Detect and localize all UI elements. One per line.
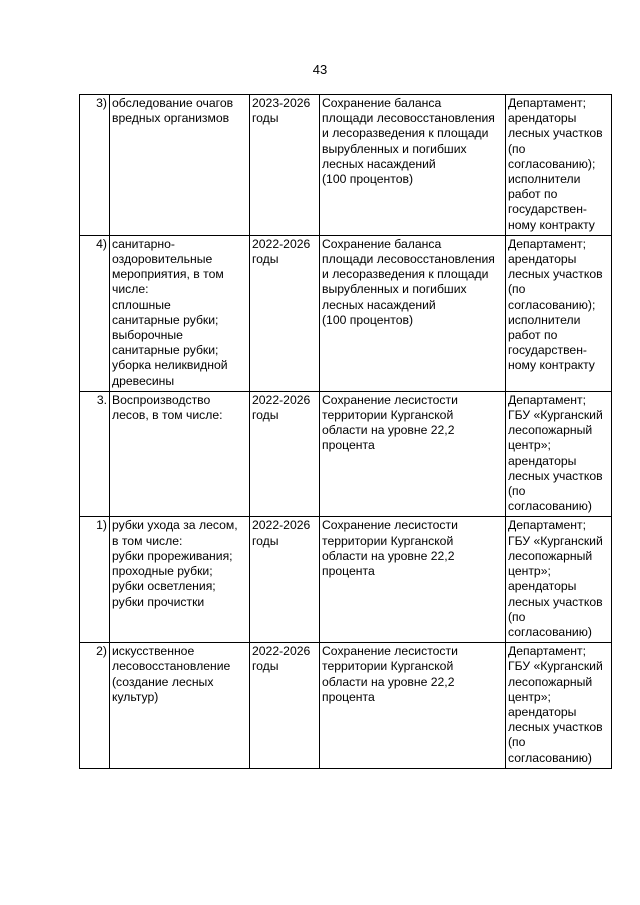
- event-cell: [110, 235, 250, 391]
- result-line: и лесоразведения к площади: [322, 267, 489, 282]
- executors-line: лесных участков: [508, 267, 603, 282]
- period-line: годы: [252, 111, 279, 126]
- event-line: выборочные: [112, 328, 183, 343]
- executors-line: лесных участков: [508, 468, 603, 483]
- event-line: санитарные рубки;: [112, 343, 219, 358]
- executors-line: центр»;: [508, 564, 551, 579]
- result-line: территории Курганской: [322, 659, 454, 674]
- result-cell: [320, 517, 506, 643]
- result-line: территории Курганской: [322, 408, 454, 423]
- executors-line: государствен-: [508, 343, 587, 358]
- event-line: обследование очагов: [112, 96, 234, 110]
- event-line: лесов, в том числе:: [112, 408, 223, 423]
- event-line: мероприятия, в том: [112, 267, 224, 282]
- result-line: территории Курганской: [322, 533, 454, 548]
- period-line: годы: [252, 533, 279, 548]
- event-cell: [110, 95, 250, 236]
- result-line: Сохранение лесистости: [322, 392, 458, 407]
- executors-line: работ по: [508, 187, 558, 202]
- executors-line: ному контракту: [508, 217, 595, 232]
- event-cell: [110, 391, 250, 517]
- executors-line: центр»;: [508, 438, 551, 453]
- executors-line: арендаторы: [508, 704, 577, 719]
- event-cell: [110, 643, 250, 769]
- period-cell: [250, 517, 320, 643]
- event-line: числе:: [112, 282, 149, 297]
- event-line: культур): [112, 689, 159, 704]
- row-number: 2): [80, 643, 110, 769]
- executors-line: (по: [508, 609, 526, 624]
- table-row: [80, 95, 612, 236]
- result-cell: [320, 391, 506, 517]
- table-row: [80, 235, 612, 391]
- executors-line: Департамент;: [508, 644, 586, 659]
- event-line: вредных организмов: [112, 111, 230, 126]
- executors-line: ному контракту: [508, 358, 595, 373]
- executors-line: арендаторы: [508, 579, 577, 594]
- executors-line: лесных участков: [508, 126, 603, 141]
- table-row: [80, 517, 612, 643]
- executors-line: арендаторы: [508, 252, 577, 267]
- executors-line: согласованию): [508, 624, 592, 639]
- result-line: площади лесовосстановления: [322, 111, 495, 126]
- event-line: санитарно-: [112, 236, 175, 251]
- executors-line: исполнители: [508, 312, 581, 327]
- table-body: [80, 95, 612, 769]
- result-line: Сохранение лесистости: [322, 644, 458, 659]
- event-line: в том числе:: [112, 533, 183, 548]
- executors-line: согласованию): [508, 499, 592, 514]
- result-line: процента: [322, 564, 375, 579]
- result-line: Сохранение баланса: [322, 96, 442, 110]
- result-cell: [320, 235, 506, 391]
- event-line: рубки осветления;: [112, 579, 216, 594]
- period-line: годы: [252, 659, 279, 674]
- event-line: рубки прореживания;: [112, 548, 233, 563]
- executors-line: Департамент;: [508, 236, 586, 251]
- executors-cell: [506, 235, 612, 391]
- event-line: уборка неликвидной: [112, 358, 228, 373]
- result-line: (100 процентов): [322, 172, 414, 187]
- event-line: санитарные рубки;: [112, 312, 219, 327]
- result-line: Сохранение баланса: [322, 236, 442, 251]
- executors-line: лесопожарный: [508, 674, 593, 689]
- result-line: вырубленных и погибших: [322, 282, 467, 297]
- executors-line: (по: [508, 282, 526, 297]
- period-line: 2022-2026: [252, 644, 311, 659]
- result-line: (100 процентов): [322, 312, 414, 327]
- result-line: и лесоразведения к площади: [322, 126, 489, 141]
- event-line: проходные рубки;: [112, 564, 213, 579]
- executors-line: лесных участков: [508, 720, 603, 735]
- result-line: области на уровне 22,2: [322, 548, 455, 563]
- executors-cell: [506, 95, 612, 236]
- executors-line: ГБУ «Курганский: [508, 659, 603, 674]
- executors-line: центр»;: [508, 689, 551, 704]
- event-line: сплошные: [112, 297, 171, 312]
- executors-line: (по: [508, 484, 526, 499]
- event-line: древесины: [112, 373, 175, 388]
- period-line: 2022-2026: [252, 518, 311, 533]
- event-line: лесовосстановление: [112, 659, 231, 674]
- executors-line: арендаторы: [508, 111, 577, 126]
- executors-line: Департамент;: [508, 518, 586, 533]
- result-line: области на уровне 22,2: [322, 674, 455, 689]
- result-line: процента: [322, 689, 375, 704]
- result-line: лесных насаждений: [322, 297, 436, 312]
- executors-line: согласованию): [508, 750, 592, 765]
- executors-line: лесопожарный: [508, 423, 593, 438]
- executors-line: (по: [508, 141, 526, 156]
- period-line: 2023-2026: [252, 96, 311, 110]
- result-line: площади лесовосстановления: [322, 252, 495, 267]
- executors-line: Департамент;: [508, 392, 586, 407]
- row-number: 3.: [80, 391, 110, 517]
- measures-table: [79, 94, 612, 769]
- period-cell: [250, 235, 320, 391]
- executors-line: ГБУ «Курганский: [508, 408, 603, 423]
- executors-line: исполнители: [508, 172, 581, 187]
- period-line: годы: [252, 252, 279, 267]
- executors-line: согласованию);: [508, 156, 596, 171]
- period-line: 2022-2026: [252, 392, 311, 407]
- executors-line: Департамент;: [508, 96, 586, 110]
- executors-line: государствен-: [508, 202, 587, 217]
- executors-line: работ по: [508, 328, 558, 343]
- result-line: области на уровне 22,2: [322, 423, 455, 438]
- result-line: лесных насаждений: [322, 156, 436, 171]
- event-line: оздоровительные: [112, 252, 213, 267]
- event-cell: [110, 517, 250, 643]
- period-cell: [250, 95, 320, 236]
- event-line: рубки ухода за лесом,: [112, 518, 238, 533]
- table-row: [80, 391, 612, 517]
- row-number: 4): [80, 235, 110, 391]
- executors-line: арендаторы: [508, 453, 577, 468]
- table-row: [80, 643, 612, 769]
- period-cell: [250, 391, 320, 517]
- executors-line: согласованию);: [508, 297, 596, 312]
- event-line: (создание лесных: [112, 674, 214, 689]
- page-number: 43: [312, 62, 328, 77]
- event-line: искусственное: [112, 644, 195, 659]
- executors-cell: [506, 643, 612, 769]
- result-line: вырубленных и погибших: [322, 141, 467, 156]
- event-line: рубки прочистки: [112, 594, 205, 609]
- row-number: 1): [80, 517, 110, 643]
- result-line: процента: [322, 438, 375, 453]
- executors-line: лесопожарный: [508, 548, 593, 563]
- executors-line: (по: [508, 735, 526, 750]
- period-line: 2022-2026: [252, 236, 311, 251]
- row-number: 3): [80, 95, 110, 236]
- executors-cell: [506, 517, 612, 643]
- result-line: Сохранение лесистости: [322, 518, 458, 533]
- event-line: Воспроизводство: [112, 392, 211, 407]
- period-line: годы: [252, 408, 279, 423]
- result-cell: [320, 95, 506, 236]
- executors-line: ГБУ «Курганский: [508, 533, 603, 548]
- executors-cell: [506, 391, 612, 517]
- executors-line: лесных участков: [508, 594, 603, 609]
- period-cell: [250, 643, 320, 769]
- result-cell: [320, 643, 506, 769]
